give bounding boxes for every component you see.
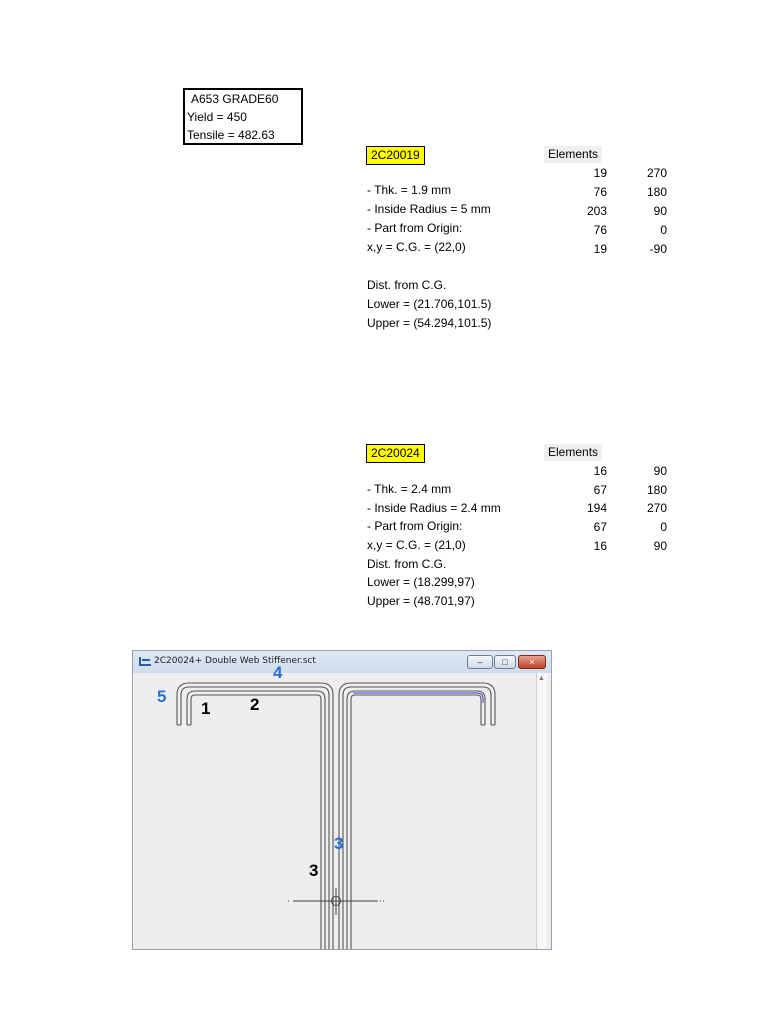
element-angle: 180	[646, 185, 667, 199]
dist-title: Dist. from C.G.	[367, 278, 447, 292]
element-length: 76	[593, 223, 607, 237]
elements-header: Elements	[544, 444, 602, 461]
spec-part-origin: - Part from Origin:	[367, 221, 463, 235]
element-angle: -90	[649, 242, 667, 256]
spec-inside-radius: - Inside Radius = 2.4 mm	[367, 501, 501, 515]
vertical-scrollbar[interactable]	[536, 673, 547, 949]
close-button[interactable]: ×	[518, 655, 546, 669]
element-label-3: 3	[309, 861, 319, 880]
element-angle: 90	[653, 464, 667, 478]
material-yield: Yield = 450	[187, 110, 247, 124]
material-tensile: Tensile = 482.63	[187, 128, 275, 142]
element-label-3-blue: 3	[334, 834, 344, 853]
maximize-button[interactable]: □	[494, 655, 516, 669]
element-length: 76	[593, 185, 607, 199]
element-angle: 270	[646, 166, 667, 180]
spec-cg: x,y = C.G. = (22,0)	[367, 240, 466, 254]
element-length: 16	[593, 539, 607, 553]
dist-lower: Lower = (21.706,101.5)	[367, 297, 492, 311]
element-length: 67	[593, 483, 607, 497]
spec-inside-radius: - Inside Radius = 5 mm	[367, 202, 491, 216]
section-viewer-window	[132, 650, 552, 950]
element-length: 203	[586, 204, 607, 218]
element-angle: 270	[646, 501, 667, 515]
window-title: 2C20024+ Double Web Stiffener.sct	[154, 656, 316, 666]
elements-header: Elements	[544, 146, 602, 163]
element-angle: 0	[660, 520, 667, 534]
dist-lower: Lower = (18.299,97)	[367, 575, 475, 589]
element-length: 67	[593, 520, 607, 534]
spec-thickness: - Thk. = 1.9 mm	[367, 183, 452, 197]
section-id-highlight: 2C20019	[366, 146, 425, 165]
element-angle: 90	[653, 204, 667, 218]
right-channel	[339, 683, 495, 950]
element-angle: 90	[653, 539, 667, 553]
spec-part-origin: - Part from Origin:	[367, 519, 463, 533]
dist-upper: Upper = (48.701,97)	[367, 594, 475, 608]
material-grade: A653 GRADE60	[191, 92, 279, 106]
element-length: 16	[593, 464, 607, 478]
element-label-4-blue: 4	[273, 663, 283, 682]
section-id-highlight: 2C20024	[366, 444, 425, 463]
app-icon	[138, 655, 152, 667]
scroll-up-icon[interactable]: ▲	[538, 675, 545, 682]
dist-title: Dist. from C.G.	[367, 557, 447, 571]
element-length: 194	[586, 501, 607, 515]
material-box	[183, 88, 303, 145]
element-label-5-blue: 5	[157, 687, 167, 706]
cg-marker	[288, 888, 385, 915]
left-channel	[177, 683, 333, 950]
element-angle: 0	[660, 223, 667, 237]
element-angle: 180	[646, 483, 667, 497]
minimize-button[interactable]: –	[467, 655, 493, 669]
dist-upper: Upper = (54.294,101.5)	[367, 316, 492, 330]
element-label-1: 1	[201, 699, 211, 718]
element-length: 19	[593, 166, 607, 180]
section-drawing	[133, 673, 539, 950]
element-label-2: 2	[250, 695, 260, 714]
spec-cg: x,y = C.G. = (21,0)	[367, 538, 466, 552]
window-titlebar[interactable]	[133, 651, 551, 673]
spec-thickness: - Thk. = 2.4 mm	[367, 482, 452, 496]
element-length: 19	[593, 242, 607, 256]
